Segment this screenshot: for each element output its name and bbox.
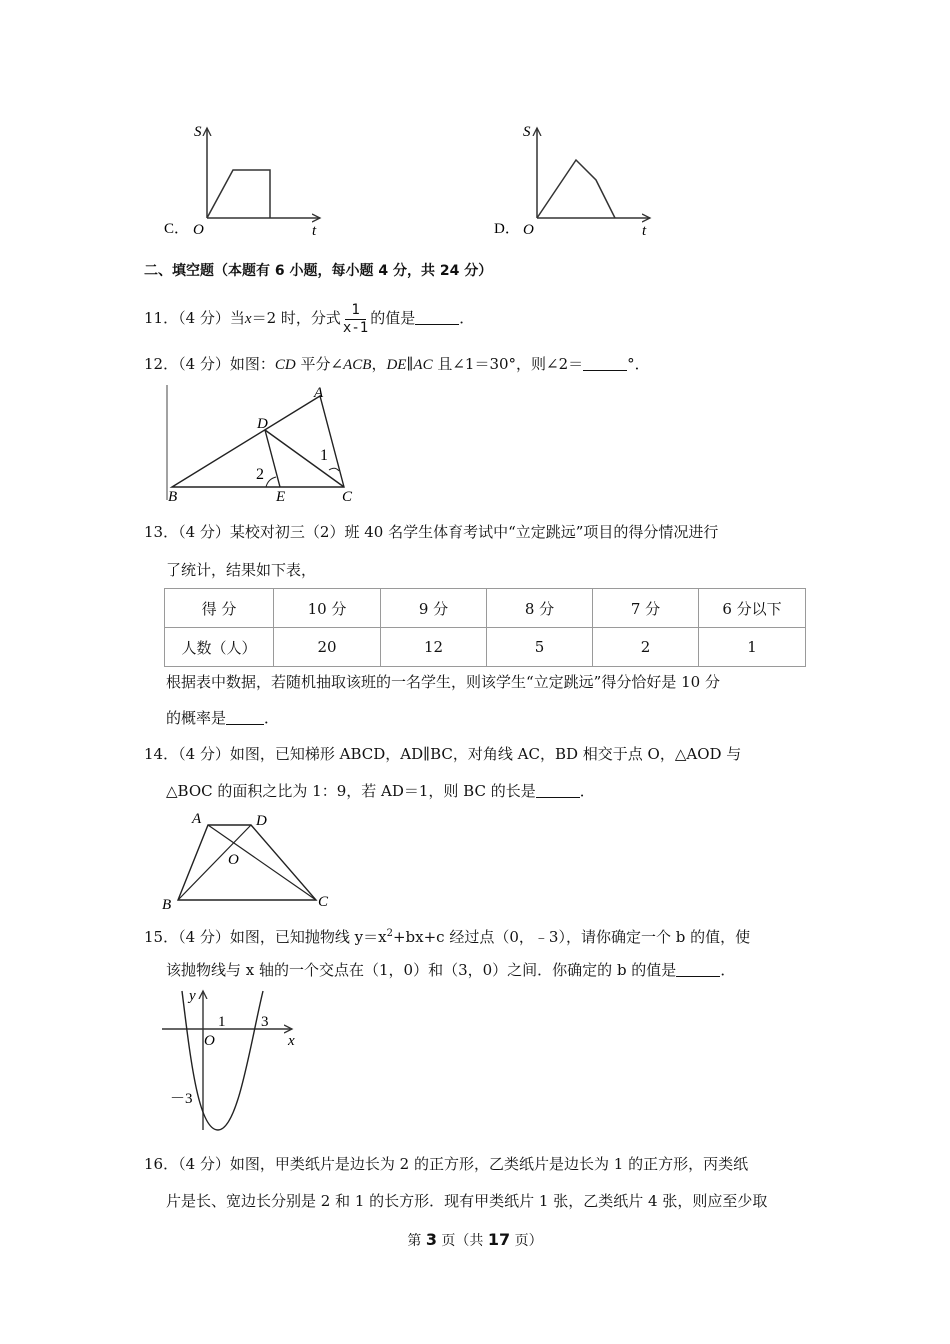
q12-label-c: C	[342, 489, 353, 505]
graph-d-y-label: S	[523, 124, 531, 140]
footer-post: 页）	[510, 1233, 543, 1249]
q12-t4: ，	[371, 355, 387, 373]
score-table-header-row	[165, 589, 806, 628]
q11-end: ．	[459, 309, 475, 327]
graph-c-curve	[207, 170, 270, 218]
q12-label-1: 1	[320, 447, 328, 464]
graph-c-y-label: S	[194, 124, 202, 140]
question-14-line2	[166, 781, 595, 801]
q14-label-c: C	[318, 894, 329, 910]
question-12	[144, 354, 650, 375]
question-16-line2: 片是长、宽边长分别是 2 和 1 的长方形．现有甲类纸片 1 张，乙类纸片 4 张，则应至少取	[166, 1192, 768, 1210]
score-table-header-cell: 7 分	[593, 589, 699, 628]
q14-text-2: △BOC 的面积之比为 1：9，若 AD＝1，则 BC 的长是	[166, 782, 536, 800]
q12-label-b: B	[168, 489, 178, 505]
graph-d-option-label: D．	[494, 221, 520, 237]
q12-angle-1-arc	[329, 468, 339, 471]
q12-t8: 且∠1＝30°，则∠2＝	[432, 355, 584, 373]
q14-end: ．	[579, 782, 595, 800]
q15-figure	[160, 985, 310, 1135]
q12-figure	[162, 382, 372, 507]
graph-c	[150, 118, 340, 243]
graph-c-origin-label: O	[193, 222, 204, 238]
question-13-line2: 了统计，结果如下表，	[166, 561, 317, 579]
score-table-data-row	[165, 628, 806, 667]
question-16-line1	[144, 1154, 748, 1174]
q12-end: °．	[627, 355, 650, 373]
q12-pre: 如图：	[229, 355, 275, 373]
q16-text-1: 如图，甲类纸片是边长为 2 的正方形，乙类纸片是边长为 1 的正方形，丙类纸	[229, 1155, 749, 1173]
question-11	[144, 301, 474, 337]
q12-points: （4 分）	[178, 355, 230, 373]
q15-end: ．	[720, 961, 736, 979]
q13-points: （4 分）	[178, 523, 230, 541]
footer-page-number: 3	[425, 1230, 437, 1249]
q12-label-a: A	[314, 385, 324, 401]
score-table-cell: 人数（人）	[165, 628, 274, 667]
q15-text-1a: 如图，已知抛物线 y＝x	[229, 928, 387, 946]
q15-label-y: y	[189, 988, 196, 1004]
question-13-line4	[166, 708, 279, 728]
q14-label-o: O	[228, 852, 239, 868]
score-table-header-cell: 6 分以下	[699, 589, 806, 628]
q15-answer-blank[interactable]	[676, 962, 720, 977]
graph-d-curve	[537, 160, 615, 218]
q15-label-x: x	[288, 1033, 295, 1049]
q12-label-2: 2	[256, 466, 264, 483]
q13-text-1: 某校对初三（2）班 40 名学生体育考试中“立定跳远”项目的得分情况进行	[229, 523, 719, 541]
q15-label-3: 3	[261, 1014, 269, 1030]
q12-answer-blank[interactable]	[583, 356, 627, 371]
score-table-cell: 2	[593, 628, 699, 667]
q16-points: （4 分）	[178, 1155, 230, 1173]
q12-label-e: E	[276, 489, 286, 505]
score-table-header-cell: 得 分	[165, 589, 274, 628]
graph-d-x-label: t	[642, 223, 647, 239]
q11-fraction	[343, 302, 368, 337]
footer-mid: 页（共	[436, 1233, 488, 1249]
q11-var: x	[244, 311, 252, 327]
q15-label-minus3: －3	[170, 1091, 193, 1107]
graph-c-x-label: t	[312, 223, 317, 239]
q11-points: （4 分）	[178, 309, 230, 327]
q12-t5: DE	[386, 357, 407, 373]
question-13-line1	[144, 522, 718, 542]
graph-d-origin-label: O	[523, 222, 534, 238]
q14-label-a: A	[192, 811, 202, 827]
q11-post: 的值是	[370, 309, 416, 327]
q13-text-4: 的概率是	[166, 709, 227, 727]
q12-t6: ∥	[406, 355, 414, 373]
q15-label-1: 1	[218, 1014, 226, 1030]
score-table-cell: 12	[381, 628, 487, 667]
section-heading: 二、填空题（本题有 6 小题，每小题 4 分，共 24 分）	[144, 263, 493, 279]
score-table-cell: 5	[487, 628, 593, 667]
q12-t1: CD	[274, 357, 296, 373]
score-table	[164, 588, 806, 667]
q14-label-b: B	[162, 897, 172, 912]
q12-angle-2-arc	[266, 477, 276, 487]
q14-diagonal-ac	[208, 825, 316, 900]
question-15-line2	[166, 960, 735, 980]
q15-label-o: O	[204, 1033, 215, 1049]
q14-number: 14．	[144, 745, 179, 763]
score-table-header-cell: 9 分	[381, 589, 487, 628]
q15-points: （4 分）	[178, 928, 230, 946]
page-footer	[0, 1230, 950, 1250]
q11-numerator: 1	[345, 302, 365, 320]
graph-d	[480, 118, 670, 243]
q15-number: 15．	[144, 928, 179, 946]
q11-pre: 当	[229, 309, 245, 327]
q14-trapezoid	[178, 825, 316, 900]
q15-parabola	[182, 991, 263, 1130]
q14-diagonal-bd	[178, 825, 251, 900]
q15-exponent: 2	[386, 928, 393, 939]
q11-denominator: x-1	[342, 319, 369, 336]
q12-t2: 平分∠	[295, 355, 344, 373]
score-table-header-cell: 10 分	[274, 589, 381, 628]
q15-text-1b: +bx+c 经过点（0，﹣3），请你确定一个 b 的值，使	[392, 928, 751, 946]
question-15-line1	[144, 924, 750, 947]
q12-t7: AC	[413, 357, 433, 373]
q15-text-2: 该抛物线与 x 轴的一个交点在（1，0）和（3，0）之间．你确定的 b 的值是	[166, 961, 677, 979]
score-table-cell: 20	[274, 628, 381, 667]
footer-total-pages: 17	[487, 1230, 511, 1249]
q14-answer-blank[interactable]	[536, 783, 580, 798]
q12-number: 12．	[144, 355, 179, 373]
q14-label-d: D	[256, 813, 267, 829]
q11-number: 11．	[144, 309, 179, 327]
score-table-header-cell: 8 分	[487, 589, 593, 628]
q12-label-d: D	[257, 416, 268, 432]
q13-number: 13．	[144, 523, 179, 541]
q11-cond: ＝2 时，分式	[251, 309, 341, 327]
q12-t3: ACB	[343, 357, 372, 373]
question-13-line3: 根据表中数据，若随机抽取该班的一名学生，则该学生“立定跳远”得分恰好是 10 分	[166, 673, 720, 691]
q14-points: （4 分）	[178, 745, 230, 763]
question-14-line1	[144, 744, 741, 764]
q14-figure	[158, 808, 338, 912]
q14-text-1: 如图，已知梯形 ABCD，AD∥BC，对角线 AC，BD 相交于点 O，△AOD 与	[229, 745, 742, 763]
score-table-cell: 1	[699, 628, 806, 667]
q13-answer-blank[interactable]	[226, 710, 264, 725]
graph-c-option-label: C．	[164, 221, 190, 237]
q12-segment-dc	[265, 430, 344, 487]
q16-number: 16．	[144, 1155, 179, 1173]
footer-pre: 第	[407, 1233, 426, 1249]
q11-answer-blank[interactable]	[415, 310, 459, 325]
q13-end: ．	[264, 709, 280, 727]
